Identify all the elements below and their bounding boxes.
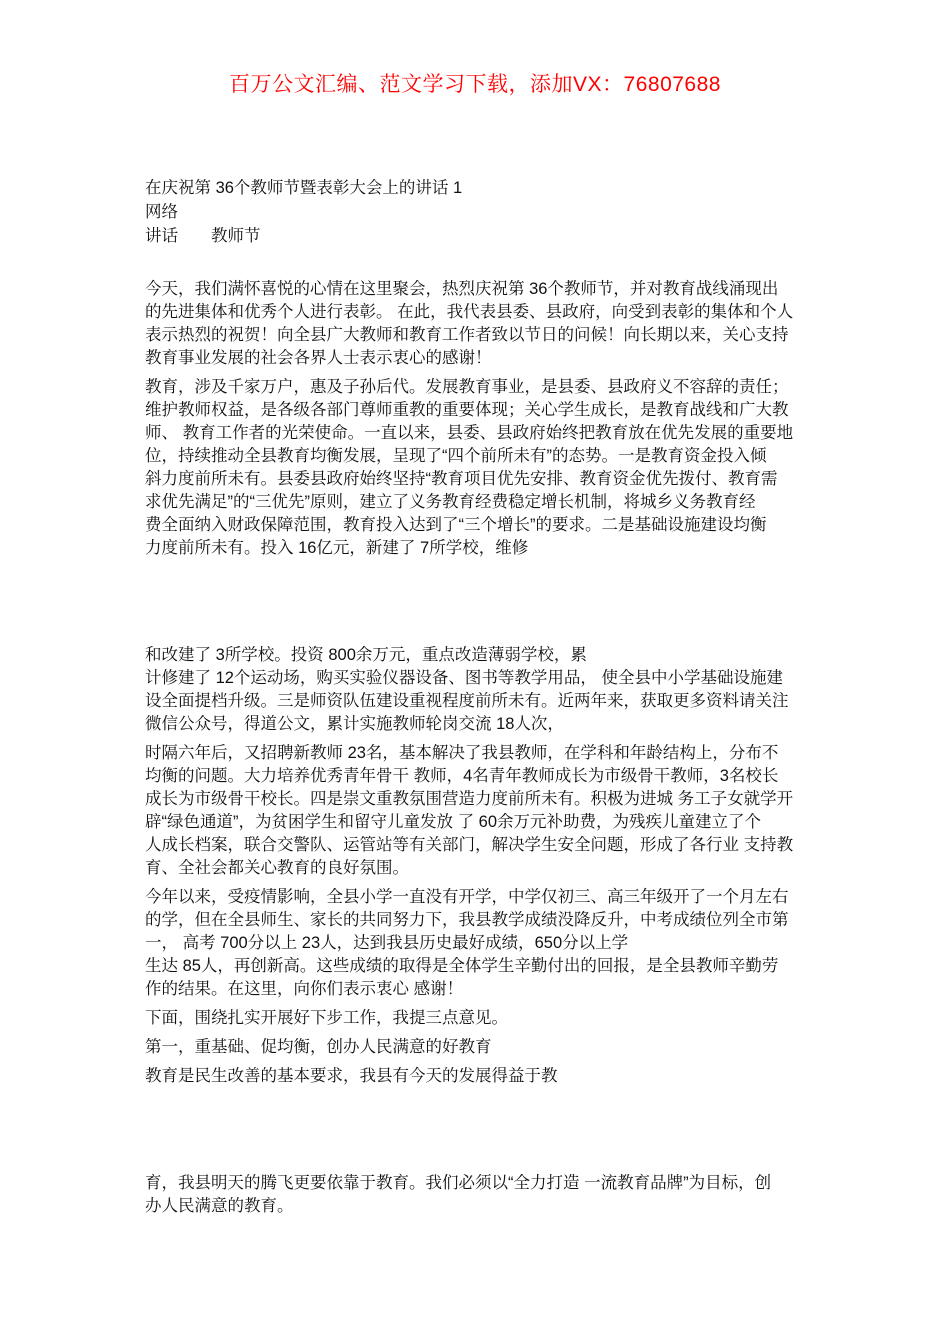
text-line: 维护教师权益，是各级各部门尊师重教的重要体现；关心学生成长，是教育战线和广大教 bbox=[145, 401, 789, 419]
paragraph bbox=[145, 278, 825, 370]
text-line: 今天，我们满怀喜悦的心情在这里聚会，热烈庆祝第 36个教师节，并对教育战线涌现出 bbox=[145, 280, 779, 298]
text-line: 育，我县明天的腾飞更要依靠于教育。我们必须以“全力打造 一流教育品牌”为目标，创 bbox=[145, 1174, 772, 1192]
text-line: 力度前所未有。投入 16亿元，新建了 7所学校，维修 bbox=[145, 539, 529, 557]
text-line: 人成长档案，联合交警队、运管站等有关部门，解决学生安全问题，形成了各行业 支持教 bbox=[145, 836, 794, 854]
text-line: 的学，但在全县师生、家长的共同努力下，我县教学成绩没降反升，中考成绩位列全市第 bbox=[145, 911, 789, 929]
text-line: 办人民满意的教育。 bbox=[145, 1197, 294, 1215]
text-line: 计修建了 12个运动场，购买实验仪器设备、图书等教学用品， 使全县中小学基础设施建 bbox=[145, 669, 784, 687]
promo-header-text: 百万公文汇编、范文学习下载，添加VX：76807688 bbox=[229, 73, 721, 96]
text-line: 生达 85人，再创新高。这些成绩的取得是全体学生辛勤付出的回报，是全县教师辛勤劳 bbox=[145, 957, 779, 975]
text-line: 费全面纳入财政保障范围，教育投入达到了“三个增长”的要求。二是基础设施建设均衡 bbox=[145, 516, 767, 534]
text-line: 下面，围绕扎实开展好下步工作，我提三点意见。 bbox=[145, 1009, 508, 1027]
text-line: 育、全社会都关心教育的良好氛围。 bbox=[145, 859, 409, 877]
text-section-3 bbox=[145, 1172, 825, 1218]
text-line: 成长为市级骨干校长。四是崇文重教氛围营造力度前所未有。积极为进城 务工子女就学开 bbox=[145, 790, 794, 808]
paragraph bbox=[145, 886, 825, 1001]
text-line: 均衡的问题。大力培养优秀青年骨干 教师，4名青年教师成长为市级骨干教师，3名校长 bbox=[145, 767, 779, 785]
paragraph bbox=[145, 1172, 825, 1218]
paragraph bbox=[145, 644, 825, 736]
text-line: 位，持续推动全县教育均衡发展，呈现了“四个前所未有”的态势。一是教育资金投入倾 bbox=[145, 447, 767, 465]
text-line: 作的结果。在这里，向你们表示衷心 感谢！ bbox=[145, 980, 464, 998]
document-source: 网络 bbox=[145, 203, 178, 221]
paragraph bbox=[145, 1065, 825, 1088]
document-title: 在庆祝第 36个教师节暨表彰大会上的讲话 1 bbox=[145, 179, 463, 197]
text-line: 教育，涉及千家万户，惠及子孙后代。发展教育事业，是县委、县政府义不容辞的责任； bbox=[145, 378, 789, 396]
paragraph bbox=[145, 742, 825, 880]
text-line: 时隔六年后，又招聘新教师 23名，基本解决了我县教师，在学科和年龄结构上，分布不 bbox=[145, 744, 779, 762]
text-line: 师、 教育工作者的光荣使命。一直以来，县委、县政府始终把教育放在优先发展的重要地 bbox=[145, 424, 794, 442]
text-line: 设全面提档升级。三是师资队伍建设重视程度前所未有。近两年来，获取更多资料请关注 bbox=[145, 692, 789, 710]
document-title-block bbox=[145, 176, 825, 248]
text-line: 的先进集体和优秀个人进行表彰。 在此，我代表县委、县政府，向受到表彰的集体和个人 bbox=[145, 303, 794, 321]
document-tags: 讲话 教师节 bbox=[145, 227, 261, 245]
paragraph bbox=[145, 1007, 825, 1030]
paragraph bbox=[145, 376, 825, 560]
text-line: 教育事业发展的社会各界人士表示衷心的感谢！ bbox=[145, 349, 492, 367]
text-line: 和改建了 3所学校。投资 800余万元，重点改造薄弱学校，累 bbox=[145, 646, 587, 664]
text-line: 教育是民生改善的基本要求，我县有今天的发展得益于教 bbox=[145, 1067, 558, 1085]
text-line: 今年以来，受疫情影响，全县小学一直没有开学，中学仅初三、高三年级开了一个月左右 bbox=[145, 888, 789, 906]
text-line: 第一，重基础、促均衡，创办人民满意的好教育 bbox=[145, 1038, 492, 1056]
text-line: 斜力度前所未有。县委县政府始终坚持“教育项目优先安排、教育资金优先拨付、教育需 bbox=[145, 470, 778, 488]
text-section-1 bbox=[145, 278, 825, 560]
text-line: 表示热烈的祝贺！向全县广大教师和教育工作者致以节日的问候！向长期以来，关心支持 bbox=[145, 326, 789, 344]
text-line: 微信公众号，得道公文，累计实施教师轮岗交流 18人次， bbox=[145, 715, 564, 733]
text-line: 求优先满足”的“三优先”原则，建立了义务教育经费稳定增长机制，将城乡义务教育经 bbox=[145, 493, 756, 511]
text-section-2 bbox=[145, 644, 825, 1088]
text-line: 一， 高考 700分以上 23人，达到我县历史最好成绩，650分以上学 bbox=[145, 934, 629, 952]
text-line: 辟“绿色通道”，为贫困学生和留守儿童发放 了 60余万元补助费，为残疾儿童建立了个 bbox=[145, 813, 762, 831]
paragraph bbox=[145, 1036, 825, 1059]
